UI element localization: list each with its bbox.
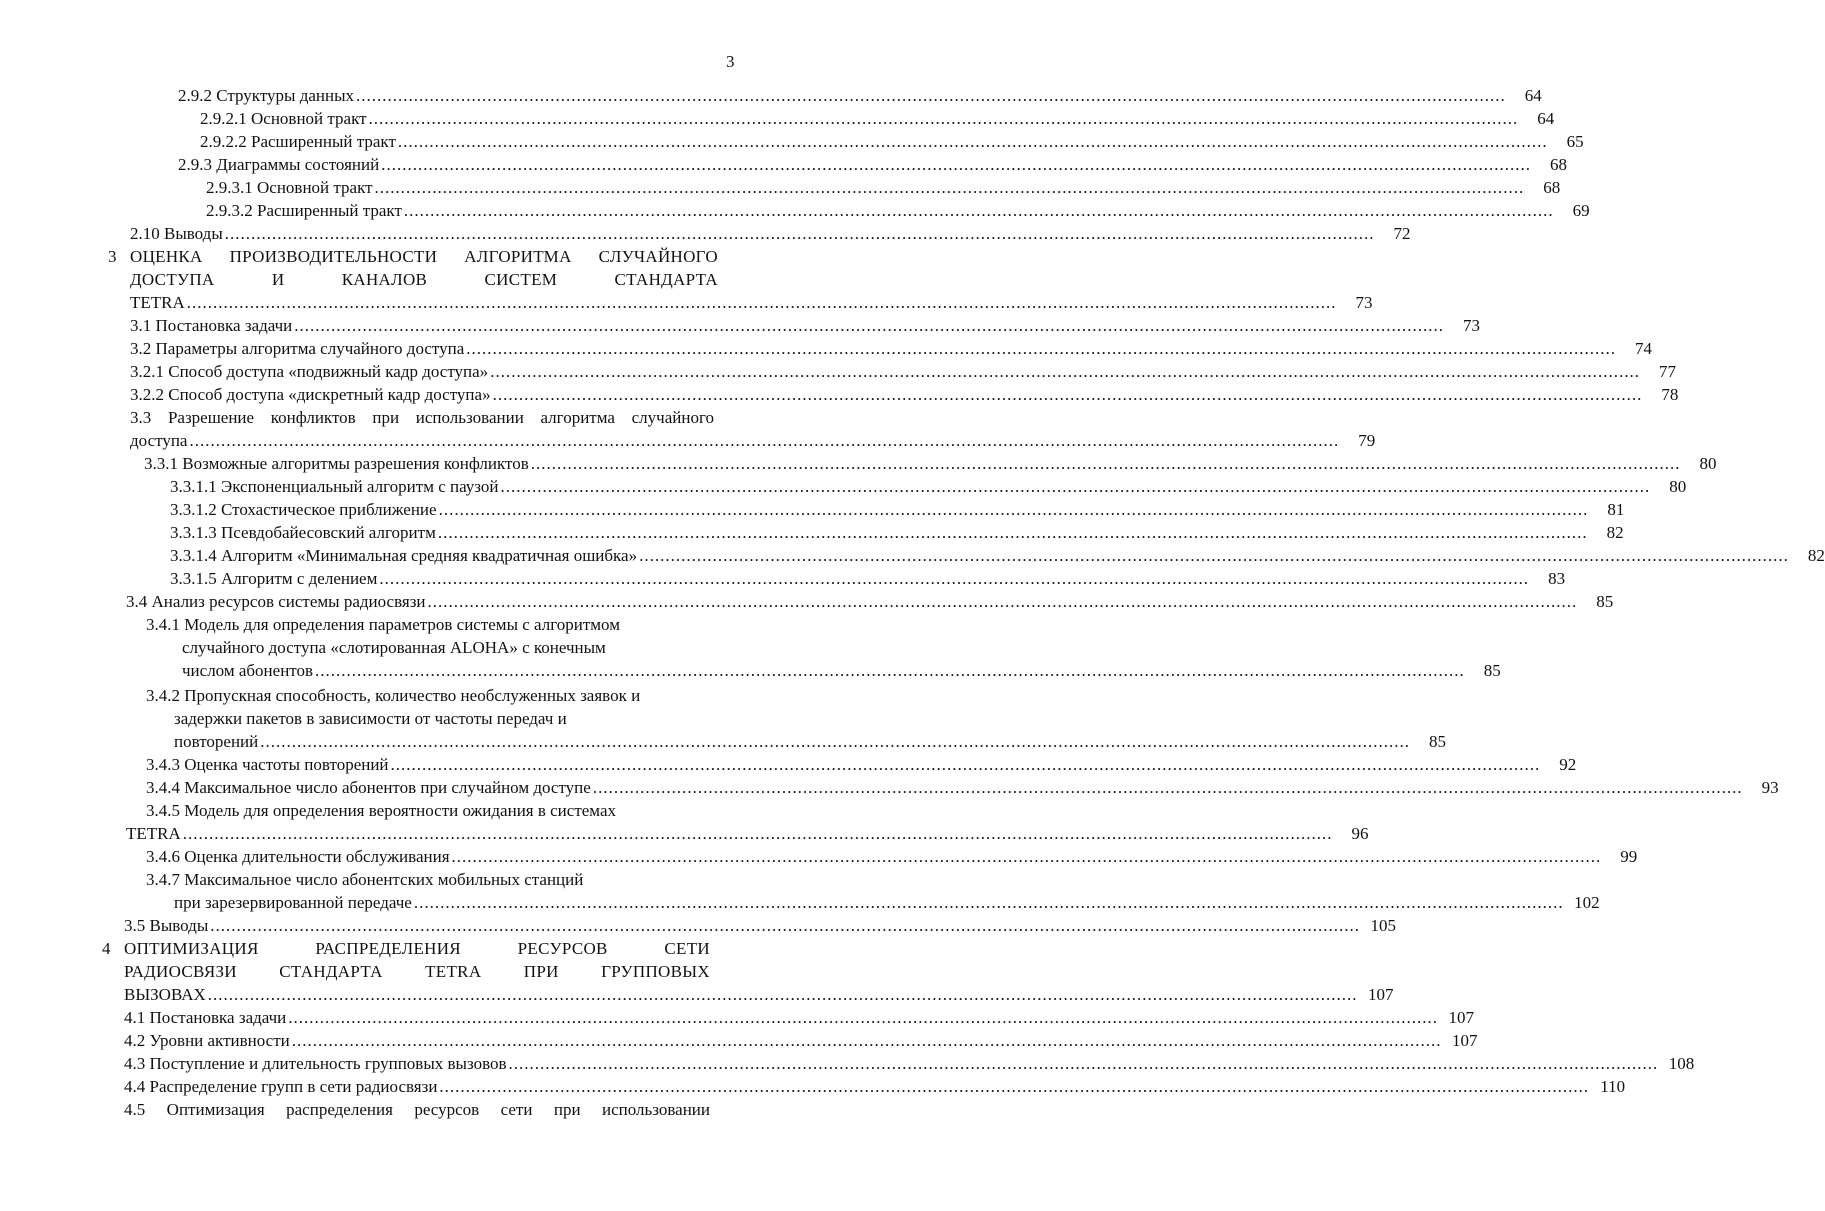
heading-word: РАДИОСВЯЗИ — [124, 962, 237, 981]
chapter-number: 3 — [108, 247, 117, 266]
heading-word: И — [271, 270, 285, 289]
leader-dots: ........................................................................................................................................................................................................................... — [379, 569, 1530, 588]
toc-entry[interactable] — [178, 84, 1542, 107]
toc-entry-label: 3.4.7 Максимальное число абонентских мобильных станций — [146, 870, 584, 889]
toc-entry[interactable] — [178, 153, 1567, 176]
toc-entry-label: 2.9.2.2 Расширенный тракт — [200, 132, 396, 151]
leader-dots: ........................................................................................................................................................................................................................... — [207, 985, 1358, 1004]
toc-entry-label: 3.2 Параметры алгоритма случайного доступа — [130, 339, 465, 358]
toc-entry-label: случайного доступа «слотированная ALOHA» с конечным — [182, 638, 606, 657]
toc-entry-label: 2.9.3 Диаграммы состояний — [178, 155, 380, 174]
leader-dots: ........................................................................................................................................................................................................................... — [403, 201, 1554, 220]
toc-entry[interactable] — [130, 291, 1373, 314]
toc-entry-label: доступа — [130, 431, 188, 450]
toc-entry[interactable] — [124, 1075, 1626, 1098]
toc-entry-label: 3.4 Анализ ресурсов системы радиосвязи — [126, 592, 426, 611]
leader-dots: ........................................................................................................................................................................................................................... — [427, 592, 1578, 611]
leader-dots: ........................................................................................................................................................................................................................... — [291, 1031, 1442, 1050]
leader-dots: ........................................................................................................................................................................................................................... — [492, 385, 1643, 404]
toc-entry-label: повторений — [174, 732, 259, 751]
toc-entry-page: 108 — [1668, 1054, 1695, 1073]
leader-dots: ........................................................................................................................................................................................................................... — [260, 732, 1410, 751]
chapter-heading-line[interactable] — [130, 268, 718, 291]
toc-entry-page: 85 — [1483, 661, 1501, 680]
toc-entry[interactable] — [174, 891, 1600, 914]
heading-word: СЕТИ — [664, 939, 710, 958]
toc-entry[interactable] — [174, 730, 1446, 753]
toc-entry-label: TETRA — [126, 824, 181, 843]
toc-entry-label: 4.3 Поступление и длительность групповых вызовов — [124, 1054, 507, 1073]
toc-entry-label: 3.4.6 Оценка длительности обслуживания — [146, 847, 450, 866]
toc-entry[interactable] — [130, 429, 1376, 452]
toc-entry-label: 3.4.2 Пропускная способность, количество необслуженных заявок и — [146, 686, 641, 705]
toc-entry-line[interactable] — [130, 406, 714, 429]
chapter-heading-line[interactable] — [124, 960, 710, 983]
toc-entry-label: 3.4.1 Модель для определения параметров системы с алгоритмом — [146, 615, 620, 634]
toc-entry[interactable] — [206, 176, 1561, 199]
toc-entry-label: 2.9.2.1 Основной тракт — [200, 109, 367, 128]
toc-entry-label: 4.4 Распределение групп в сети радиосвязи — [124, 1077, 438, 1096]
heading-word: АЛГОРИТМА — [464, 247, 572, 266]
toc-entry-page: 82 — [1606, 523, 1624, 542]
toc-entry-line[interactable] — [124, 1098, 710, 1121]
heading-word: использовании — [601, 1100, 710, 1119]
toc-entry-line[interactable] — [146, 613, 752, 636]
heading-word: ОПТИМИЗАЦИЯ — [124, 939, 259, 958]
toc-entry[interactable] — [126, 822, 1369, 845]
toc-entry[interactable] — [206, 199, 1590, 222]
heading-word: Оптимизация — [166, 1100, 265, 1119]
toc-entry-page: 99 — [1620, 847, 1638, 866]
toc-entry-page: 93 — [1761, 778, 1779, 797]
toc-entry-label: 2.9.2 Структуры данных — [178, 86, 355, 105]
toc-entry[interactable] — [124, 1006, 1475, 1029]
toc-entry-page: 96 — [1351, 824, 1369, 843]
leader-dots: ........................................................................................................................................................................................................................... — [639, 546, 1789, 565]
toc-entry[interactable] — [200, 130, 1584, 153]
leader-dots: ........................................................................................................................................................................................................................... — [224, 224, 1375, 243]
heading-word: Разрешение — [167, 408, 255, 427]
heading-word: использовании — [415, 408, 524, 427]
leader-dots: ........................................................................................................................................................................................................................... — [592, 778, 1743, 797]
toc-entry[interactable] — [200, 107, 1555, 130]
heading-word: TETRA — [425, 962, 482, 981]
leader-dots: ........................................................................................................................................................................................................................... — [439, 1077, 1590, 1096]
leader-dots: ........................................................................................................................................................................................................................... — [189, 431, 1340, 450]
toc-entry-label: 2.10 Выводы — [130, 224, 223, 243]
leader-dots: ........................................................................................................................................................................................................................... — [210, 916, 1361, 935]
toc-entry-label: 3.4.5 Модель для определения вероятности ожидания в системах — [146, 801, 616, 820]
toc-entry-label: 3.3.1.3 Псевдобайесовский алгоритм — [170, 523, 436, 542]
toc-entry-label: 3.2.2 Способ доступа «дискретный кадр доступа» — [130, 385, 491, 404]
toc-entry-label: 3.4.3 Оценка частоты повторений — [146, 755, 389, 774]
heading-word: ОЦЕНКА — [130, 247, 203, 266]
toc-entry-page: 107 — [1368, 985, 1394, 1004]
heading-word: СТАНДАРТА — [614, 270, 718, 289]
toc-entry-page: 77 — [1658, 362, 1676, 381]
leader-dots: ........................................................................................................................................................................................................................... — [390, 755, 1541, 774]
toc-entry-page: 85 — [1596, 592, 1614, 611]
toc-entry-page: 79 — [1358, 431, 1376, 450]
toc-entry-page: 68 — [1549, 155, 1567, 174]
heading-word: алгоритма — [540, 408, 615, 427]
leader-dots: ........................................................................................................................................................................................................................... — [356, 86, 1506, 105]
toc-entry-page: 64 — [1524, 86, 1542, 105]
toc-entry[interactable] — [130, 383, 1679, 406]
toc-entry-label: задержки пакетов в зависимости от частоты передач и — [174, 709, 567, 728]
heading-word: ГРУППОВЫХ — [601, 962, 710, 981]
leader-dots: ........................................................................................................................................................................................................................... — [315, 661, 1465, 680]
toc-entry-page: 68 — [1543, 178, 1561, 197]
heading-word: конфликтов — [270, 408, 356, 427]
toc-entry-page: 105 — [1370, 916, 1397, 935]
leader-dots: ........................................................................................................................................................................................................................... — [182, 824, 1333, 843]
chapter-heading-line[interactable] — [124, 937, 710, 960]
heading-word: при — [372, 408, 400, 427]
toc-entry-label: при зарезервированной передаче — [174, 893, 412, 912]
toc-entry-label: 3.3.1.2 Стохастическое приближение — [170, 500, 437, 519]
toc-entry-page: 73 — [1355, 293, 1373, 312]
chapter-heading-line[interactable] — [130, 245, 718, 268]
heading-word: КАНАЛОВ — [341, 270, 428, 289]
toc-entry-page: 92 — [1559, 755, 1577, 774]
toc-entry-page: 82 — [1807, 546, 1825, 565]
heading-word: СЛУЧАЙНОГО — [598, 247, 718, 266]
leader-dots: ........................................................................................................................................................................................................................... — [466, 339, 1617, 358]
leader-dots: ........................................................................................................................................................................................................................... — [413, 893, 1564, 912]
toc-entry-label: 3.3.1.1 Экспоненциальный алгоритм с паузой — [170, 477, 499, 496]
heading-word: ДОСТУПА — [130, 270, 215, 289]
toc-entry[interactable] — [170, 475, 1687, 498]
toc-entry-label: 2.9.3.2 Расширенный тракт — [206, 201, 402, 220]
toc-entry-line[interactable] — [146, 799, 752, 822]
toc-entry-label: 4.2 Уровни активности — [124, 1031, 290, 1050]
heading-word: РАСПРЕДЕЛЕНИЯ — [315, 939, 461, 958]
leader-dots: ........................................................................................................................................................................................................................... — [451, 847, 1602, 866]
toc-entry-page: 85 — [1429, 732, 1446, 751]
heading-word: ресурсов — [414, 1100, 480, 1119]
heading-word: сети — [500, 1100, 533, 1119]
toc-entry-label: 3.3.1.5 Алгоритм с делением — [170, 569, 378, 588]
leader-dots: ........................................................................................................................................................................................................................... — [186, 293, 1337, 312]
heading-word: 4.5 — [124, 1100, 146, 1119]
toc-entry-page: 107 — [1452, 1031, 1478, 1050]
toc-entry-label: 3.1 Постановка задачи — [130, 316, 293, 335]
toc-entry[interactable] — [124, 914, 1397, 937]
toc-entry-page: 78 — [1661, 385, 1679, 404]
toc-entry-line[interactable] — [146, 868, 752, 891]
heading-word: СИСТЕМ — [484, 270, 558, 289]
toc-entry[interactable] — [146, 753, 1577, 776]
leader-dots: ........................................................................................................................................................................................................................... — [490, 362, 1640, 381]
leader-dots: ........................................................................................................................................................................................................................... — [508, 1054, 1659, 1073]
toc-entry[interactable] — [124, 983, 1394, 1006]
toc-entry[interactable] — [170, 521, 1624, 544]
toc-entry-label: 3.2.1 Способ доступа «подвижный кадр доступа» — [130, 362, 489, 381]
toc-entry-label: 3.4.4 Максимальное число абонентов при случайном доступе — [146, 778, 591, 797]
heading-word: случайного — [631, 408, 714, 427]
toc-entry-line[interactable] — [182, 636, 752, 659]
leader-dots: ........................................................................................................................................................................................................................... — [437, 523, 1588, 542]
toc-entry-page: 74 — [1635, 339, 1653, 358]
toc-entry-label: 3.5 Выводы — [124, 916, 209, 935]
leader-dots: ........................................................................................................................................................................................................................... — [368, 109, 1519, 128]
toc-entry-label: 3.3.1 Возможные алгоритмы разрешения конфликтов — [144, 454, 529, 473]
leader-dots: ........................................................................................................................................................................................................................... — [530, 454, 1681, 473]
toc-entry[interactable] — [130, 314, 1481, 337]
toc-entry[interactable] — [124, 1052, 1695, 1075]
toc-entry-page: 65 — [1566, 132, 1584, 151]
leader-dots: ........................................................................................................................................................................................................................... — [397, 132, 1548, 151]
toc-entry-page: 80 — [1669, 477, 1687, 496]
toc-entry[interactable] — [130, 222, 1411, 245]
toc-entry[interactable] — [170, 498, 1625, 521]
toc-entry-label: 2.9.3.1 Основной тракт — [206, 178, 373, 197]
toc-entry[interactable] — [146, 845, 1638, 868]
page-number: 3 — [726, 52, 735, 71]
heading-word: ПРИ — [523, 962, 559, 981]
heading-word: при — [553, 1100, 581, 1119]
toc-entry-label: числом абонентов — [182, 661, 314, 680]
toc-entry[interactable] — [124, 1029, 1478, 1052]
leader-dots: ........................................................................................................................................................................................................................... — [438, 500, 1589, 519]
toc-entry-page: 69 — [1572, 201, 1590, 220]
toc-entry[interactable] — [130, 337, 1653, 360]
toc-entry-page: 110 — [1600, 1077, 1626, 1096]
toc-entry[interactable] — [146, 776, 1779, 799]
toc-entry-line[interactable] — [146, 684, 752, 707]
toc-entry[interactable] — [182, 659, 1501, 682]
toc-entry-page: 102 — [1574, 893, 1600, 912]
heading-word: СТАНДАРТА — [279, 962, 383, 981]
leader-dots: ........................................................................................................................................................................................................................... — [374, 178, 1525, 197]
toc-entry-page: 83 — [1548, 569, 1566, 588]
heading-word: РЕСУРСОВ — [517, 939, 608, 958]
toc-entry-page: 81 — [1607, 500, 1625, 519]
chapter-number: 4 — [102, 939, 111, 958]
toc-entry-label: 4.1 Постановка задачи — [124, 1008, 287, 1027]
leader-dots: ........................................................................................................................................................................................................................... — [500, 477, 1651, 496]
toc-entry-label: ВЫЗОВАХ — [124, 985, 206, 1004]
toc-entry-page: 72 — [1393, 224, 1411, 243]
toc-entry-page: 73 — [1463, 316, 1481, 335]
leader-dots: ........................................................................................................................................................................................................................... — [294, 316, 1445, 335]
toc-entry-page: 64 — [1537, 109, 1555, 128]
leader-dots: ........................................................................................................................................................................................................................... — [288, 1008, 1439, 1027]
toc-entry[interactable] — [170, 544, 1825, 567]
toc-entry[interactable] — [170, 567, 1566, 590]
toc-entry-page: 107 — [1448, 1008, 1475, 1027]
toc-entry-page: 80 — [1699, 454, 1717, 473]
heading-word: 3.3 — [130, 408, 152, 427]
toc-entry-label: 3.3.1.4 Алгоритм «Минимальная средняя квадратичная ошибка» — [170, 546, 638, 565]
leader-dots: ........................................................................................................................................................................................................................... — [381, 155, 1531, 174]
toc-entry-line[interactable] — [174, 707, 752, 730]
toc-entry-label: TETRA — [130, 293, 185, 312]
toc-entry[interactable] — [144, 452, 1717, 475]
toc-entry[interactable] — [126, 590, 1614, 613]
toc-entry[interactable] — [130, 360, 1676, 383]
heading-word: ПРОИЗВОДИТЕЛЬНОСТИ — [229, 247, 438, 266]
heading-word: распределения — [286, 1100, 393, 1119]
